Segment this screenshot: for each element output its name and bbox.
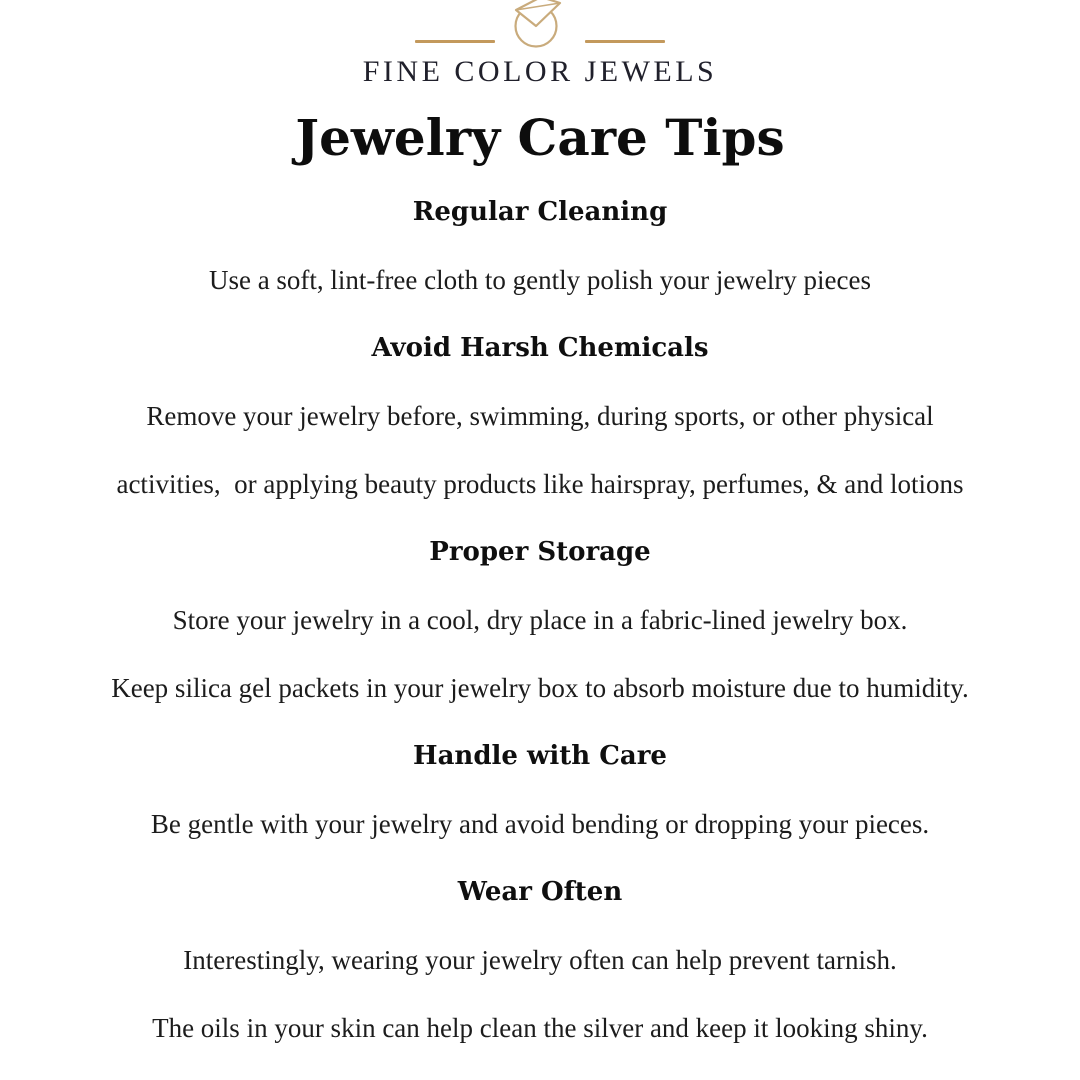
body-line: Be gentle with your jewelry and avoid bending or dropping your pieces. [150, 809, 930, 839]
body-line: Remove your jewelry before, swimming, during sports, or other physical [146, 401, 934, 431]
body-line: activities, or applying beauty products like hairspray, perfumes, & and lotions [116, 469, 964, 499]
body-line: The oils in your skin can help clean the silver and keep it looking shiny. [152, 1013, 928, 1043]
body-line: Keep silica gel packets in your jewelry box to absorb moisture due to humidity. [111, 673, 969, 703]
section-heading-avoid-harsh-chemicals: Avoid Harsh Chemicals [371, 333, 709, 363]
section-heading-regular-cleaning: Regular Cleaning [412, 197, 668, 227]
section-heading-proper-storage: Proper Storage [429, 537, 651, 567]
body-line: Store your jewelry in a cool, dry place in a fabric-lined jewelry box. [172, 605, 908, 635]
diamond-ring-icon [492, 0, 588, 48]
brand-name: FINE COLOR JEWELS [362, 55, 718, 88]
brand-logo-row [0, 0, 1080, 48]
logo-divider-left [415, 40, 495, 43]
section-heading-handle-with-care: Handle with Care [413, 741, 667, 771]
body-line: Use a soft, lint-free cloth to gently polish your jewelry pieces [208, 265, 872, 295]
section-heading-wear-often: Wear Often [457, 877, 623, 907]
page-title: Jewelry Care Tips [295, 108, 785, 167]
logo-divider-right [585, 40, 665, 43]
tips-list [0, 178, 1080, 1062]
body-line: Interestingly, wearing your jewelry often can help prevent tarnish. [183, 945, 897, 975]
